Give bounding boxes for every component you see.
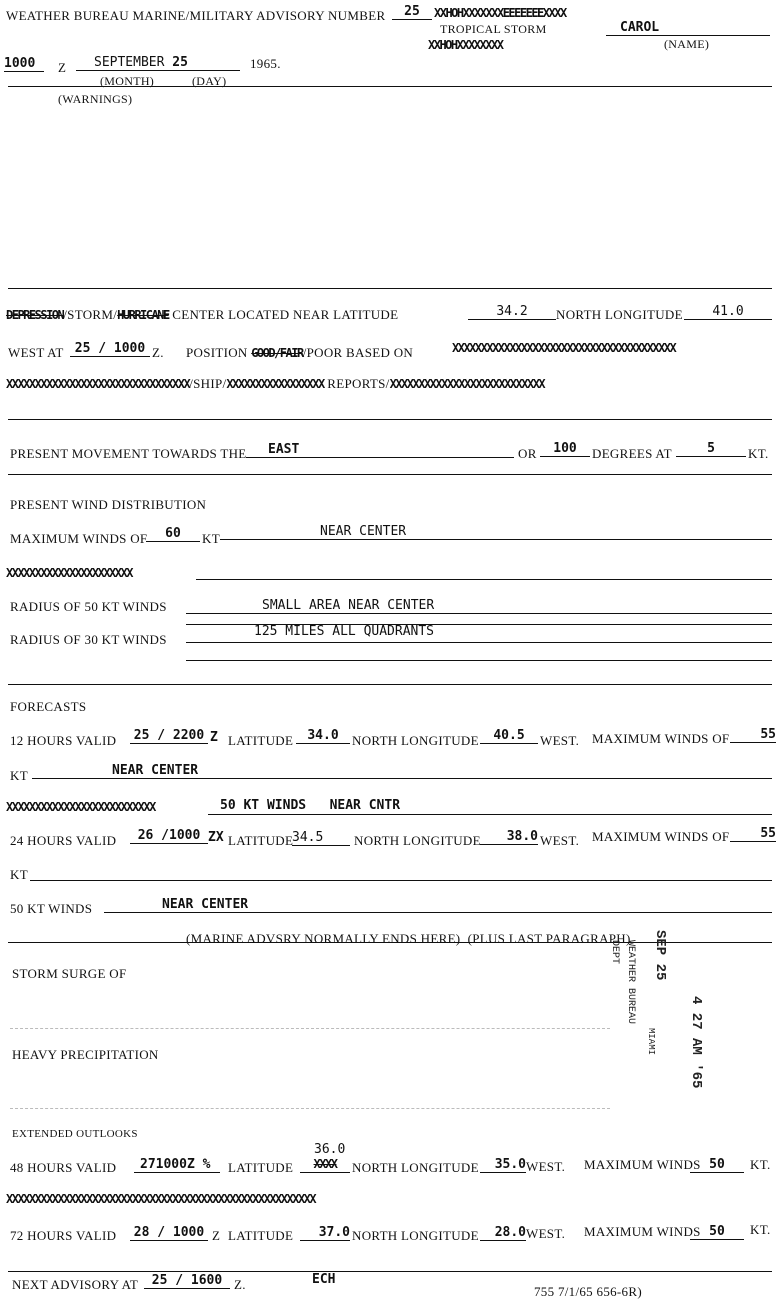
f12-desc: NEAR CENTER [32, 763, 772, 779]
f12-lon-label: NORTH LONGITUDE [352, 733, 479, 748]
warnings-label: (WARNINGS) [58, 92, 133, 106]
o48-lat-label: LATITUDE [228, 1160, 294, 1175]
next-advisory-time: 25 / 1600 [144, 1273, 230, 1289]
f24-lon-label: NORTH LONGITUDE [354, 833, 481, 848]
o48-xout: XXXXXXXXXXXXXXXXXXXXXXXXXXXXXXXXXXXXXXXXXXXXXXXXXXXXXX [6, 1192, 316, 1206]
header-xout-2: XXHOHXXXXXXXX [428, 38, 503, 52]
advisory-number: 25 [392, 4, 432, 20]
o72-max-label: MAXIMUM WINDS [584, 1224, 701, 1239]
name-label: (NAME) [664, 37, 710, 51]
f24-kt: KT [10, 867, 28, 882]
advisory-year: 1965. [250, 56, 281, 71]
storm-type: TROPICAL STORM [440, 22, 547, 36]
center-longitude: 41.0 [684, 304, 772, 320]
movement-direction: EAST [246, 442, 514, 458]
position-line: POSITION GOOD/FAIR/POOR BASED ON [186, 345, 414, 360]
rule-before-movement [8, 419, 772, 420]
o72-lon: 28.0 [480, 1225, 526, 1241]
f12-xout: XXXXXXXXXXXXXXXXXXXXXXXXXX [6, 800, 155, 814]
center-line: DEPRESSION/STORM/HURRICANE CENTER LOCATED NEAR LATITUDE [6, 307, 399, 322]
radius-30-value: 125 MILES ALL QUADRANTS [186, 624, 772, 643]
stamp-time: 4 27 AM '65 [688, 996, 704, 1089]
movement-speed: 5 [676, 441, 746, 457]
f24-label: 24 HOURS VALID [10, 833, 117, 848]
o72-lat: 37.0 [300, 1225, 350, 1241]
rule-before-forecasts [8, 684, 772, 685]
f12-winds50: 50 KT WINDS NEAR CNTR [220, 798, 401, 813]
marine-note: (MARINE ADVSRY NORMALLY ENDS HERE) (PLUS LAST PARAGRAPH) [186, 931, 631, 946]
f12-max-label: MAXIMUM WINDS OF [592, 731, 730, 746]
radius-50-label: RADIUS OF 50 KT WINDS [10, 599, 167, 614]
o48-west: WEST. [526, 1159, 566, 1174]
stamp-dept: DEPT [609, 940, 620, 965]
storm-surge-label: STORM SURGE OF [12, 966, 127, 981]
degrees-at-label: DEGREES AT [592, 446, 672, 461]
movement-label: PRESENT MOVEMENT TOWARDS THE [10, 446, 247, 461]
f12-west: WEST. [540, 733, 580, 748]
surge-faint-rule [10, 1028, 610, 1029]
radius-30-label: RADIUS OF 30 KT WINDS [10, 632, 167, 647]
advisory-time: 1000 [4, 56, 44, 72]
header-xout-1: XXHOHXXXXXXXEEEEEEEXXXX [434, 6, 566, 20]
o48-max-label: MAXIMUM WINDS [584, 1157, 701, 1172]
f12-winds50-rule [208, 814, 772, 815]
winds-xout-rule [196, 579, 772, 580]
reports-line: XXXXXXXXXXXXXXXXXXXXXXXXXXXXXXXX/SHIP/XXXXXXXXXXXXXXXXX REPORTS/XXXXXXXXXXXXXXXXXXXXXXXXXXX [6, 376, 545, 391]
o48-max: 50 [690, 1157, 744, 1173]
f12-max: 55 [730, 727, 776, 743]
o72-label: 72 HOURS VALID [10, 1228, 117, 1243]
max-winds-desc: NEAR CENTER [220, 524, 772, 540]
outlooks-heading: EXTENDED OUTLOOKS [12, 1128, 138, 1140]
o72-lat-label: LATITUDE [228, 1228, 294, 1243]
o72-west: WEST. [526, 1226, 566, 1241]
f24-west: WEST. [540, 833, 580, 848]
or-label: OR [518, 446, 537, 461]
movement-degrees: 100 [540, 441, 590, 457]
f24-winds50-label: 50 KT WINDS [10, 901, 93, 916]
o72-z: Z [212, 1228, 221, 1243]
f12-label: 12 HOURS VALID [10, 733, 117, 748]
o48-label: 48 HOURS VALID [10, 1160, 117, 1175]
forecasts-heading: FORECASTS [10, 699, 87, 714]
warnings-end-rule [8, 288, 772, 289]
center-latitude: 34.2 [468, 304, 556, 320]
f12-kt: KT [10, 768, 28, 783]
precip-faint-rule [10, 1108, 610, 1109]
o48-kt: KT. [750, 1157, 771, 1172]
f12-valid: 25 / 2200 [130, 728, 208, 744]
position-z: Z. [152, 345, 164, 360]
f24-max-label: MAXIMUM WINDS OF [592, 829, 730, 844]
o48-lon-label: NORTH LONGITUDE [352, 1160, 479, 1175]
forecaster-initials: ECH [312, 1272, 336, 1287]
f24-valid: 26 /1000 [130, 828, 208, 844]
o48-lat-struck: XXXX [300, 1157, 350, 1173]
stamp-city: MIAMI [646, 1028, 656, 1056]
west-at-label: WEST AT [8, 345, 64, 360]
f12-lat: 34.0 [296, 728, 350, 744]
stamp-bureau: WEATHER BUREAU [625, 940, 636, 1025]
movement-kt: KT. [748, 446, 769, 461]
wind-distribution-heading: PRESENT WIND DISTRIBUTION [10, 497, 207, 512]
radius-rule-3 [186, 660, 772, 661]
f24-lat-label: LATITUDE [228, 833, 294, 848]
warnings-rule [8, 86, 772, 87]
position-time: 25 / 1000 [70, 341, 150, 357]
f12-z: Z [210, 730, 218, 745]
next-advisory-z: Z. [234, 1277, 246, 1292]
f24-winds50-value: NEAR CENTER [104, 897, 772, 913]
f24-max: 55 [730, 826, 776, 842]
o72-valid: 28 / 1000 [130, 1225, 208, 1241]
month-label: (MONTH) [100, 74, 155, 88]
o48-valid: 271000Z % [134, 1157, 220, 1173]
storm-name: CAROL [606, 20, 770, 36]
radius-50-value: SMALL AREA NEAR CENTER [186, 598, 772, 614]
advisory-date: SEPTEMBER 25 [76, 55, 240, 71]
north-longitude-label: NORTH LONGITUDE [556, 307, 683, 322]
form-number: 755 7/1/65 656-6R) [534, 1284, 642, 1299]
stamp-date: SEP 25 [652, 930, 668, 981]
max-winds-value: 60 [146, 526, 200, 542]
o48-lon: 35.0 [480, 1157, 526, 1173]
o72-lon-label: NORTH LONGITUDE [352, 1228, 479, 1243]
o48-lat-above: 36.0 [314, 1142, 346, 1157]
advisory-title: WEATHER BUREAU MARINE/MILITARY ADVISORY NUMBER [6, 8, 386, 23]
based-on-xout: XXXXXXXXXXXXXXXXXXXXXXXXXXXXXXXXXXXXXXX [452, 341, 676, 355]
f12-lon: 40.5 [480, 728, 538, 744]
f24-kt-rule [30, 880, 772, 881]
next-advisory-label: NEXT ADVISORY AT [12, 1277, 139, 1292]
winds-xout: XXXXXXXXXXXXXXXXXXXXXX [6, 566, 132, 580]
max-winds-kt: KT [202, 531, 220, 546]
day-label: (DAY) [192, 74, 227, 88]
f12-lat-label: LATITUDE [228, 733, 294, 748]
f24-lon: 38.0 [480, 829, 538, 845]
z-label: Z [58, 60, 67, 75]
f24-z: ZX [208, 830, 224, 845]
o72-max: 50 [690, 1224, 744, 1240]
rule-before-next [8, 1271, 772, 1272]
o72-kt: KT. [750, 1222, 771, 1237]
precip-label: HEAVY PRECIPITATION [12, 1047, 159, 1062]
max-winds-label: MAXIMUM WINDS OF [10, 531, 148, 546]
f24-lat: 34.5 [292, 830, 350, 846]
rule-after-movement [8, 474, 772, 475]
